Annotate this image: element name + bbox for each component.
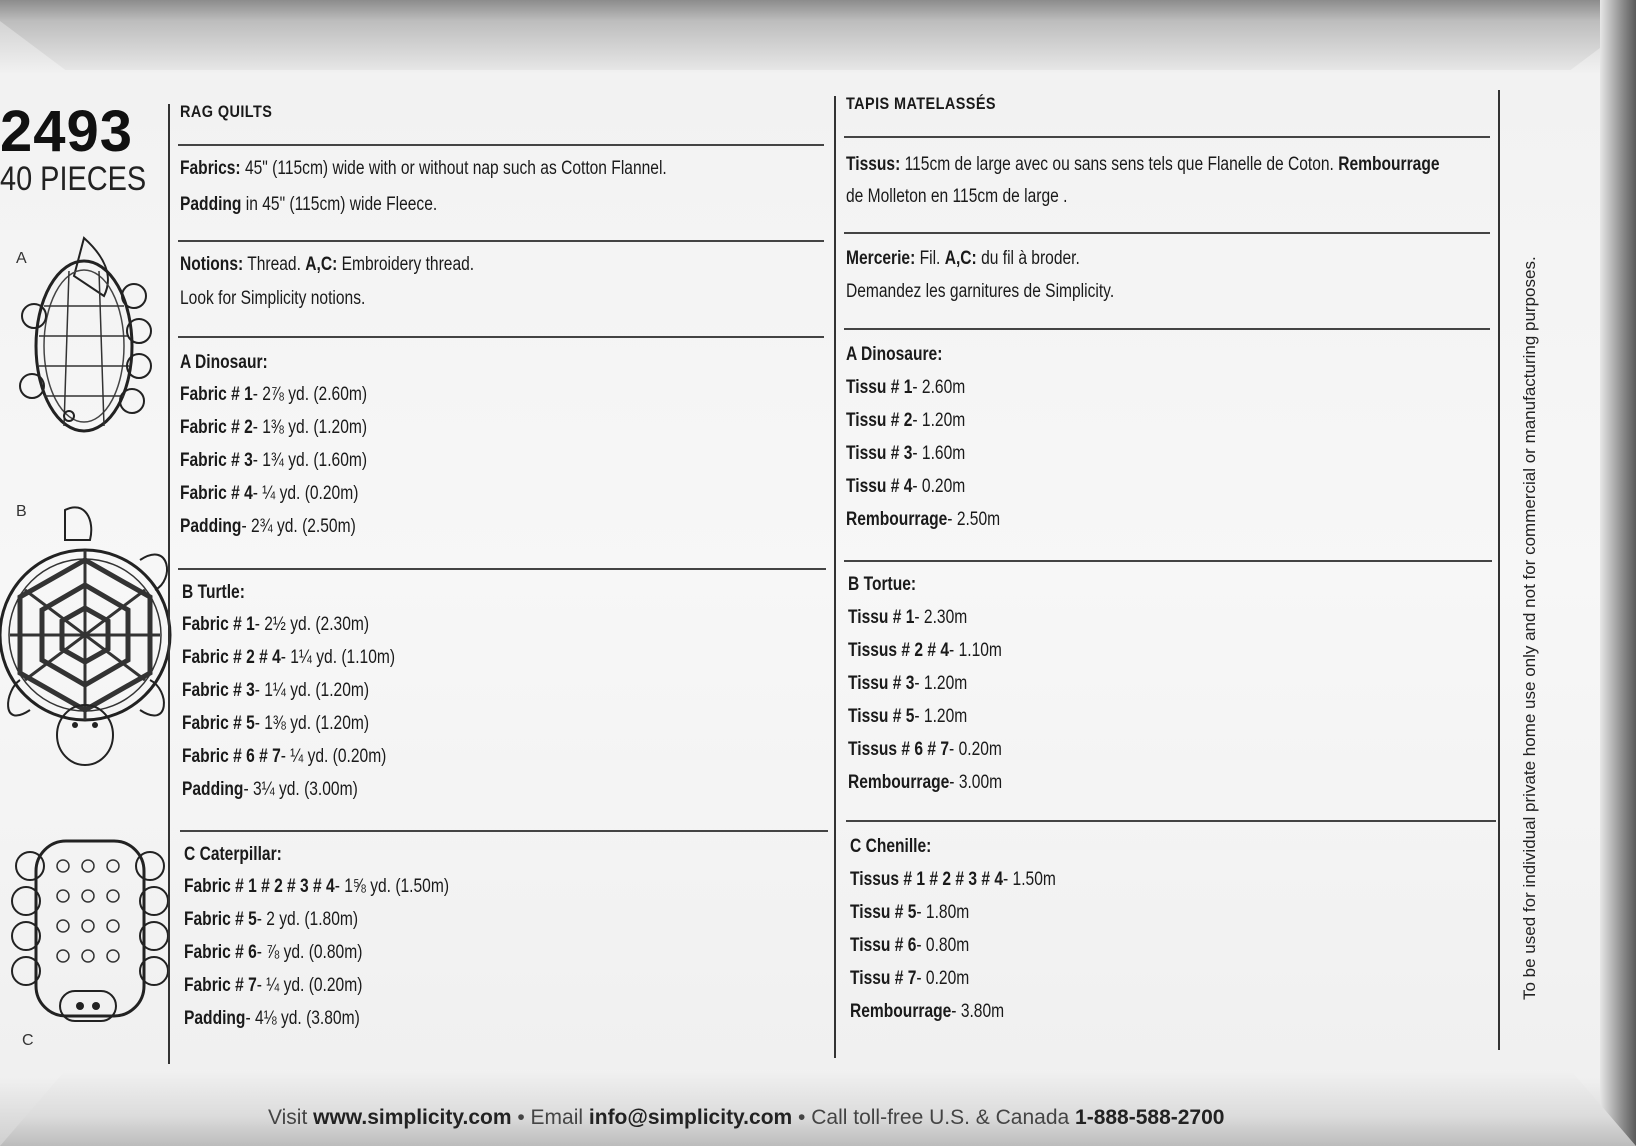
- item-label: Fabric # 6: [184, 942, 257, 963]
- item-value: - 1.60m: [912, 443, 966, 464]
- caterpillar-illustration: [8, 836, 168, 1036]
- caterpillar-title: [184, 844, 282, 866]
- french-title: TAPIS MATELASSÉS: [846, 94, 996, 113]
- list-item: [180, 384, 367, 406]
- rule: [844, 232, 1490, 234]
- notions-text: Thread.: [243, 254, 306, 275]
- item-label: Tissu # 4: [846, 476, 913, 497]
- item-value: - 1⅜ yd. (1.20m): [252, 417, 368, 438]
- list-item: [180, 483, 358, 505]
- turtle-title-text: B Turtle:: [182, 582, 245, 603]
- notions-views: A,C:: [305, 254, 338, 275]
- item-value: - 2⅞ yd. (2.60m): [252, 384, 368, 405]
- item-label: Tissus # 6 # 7: [848, 739, 950, 760]
- website-link[interactable]: www.simplicity.com: [313, 1106, 512, 1129]
- item-label: Rembourrage: [846, 509, 948, 530]
- notions-label: Notions:: [180, 254, 244, 275]
- item-label: Fabric # 3: [180, 450, 253, 471]
- item-label: Tissus # 1 # 2 # 3 # 4: [850, 869, 1004, 890]
- list-item: [180, 516, 356, 538]
- list-item: [848, 640, 1002, 662]
- turtle-title: [182, 582, 245, 604]
- item-label: Fabric # 5: [182, 713, 255, 734]
- item-value: - 2¾ yd. (2.50m): [241, 516, 356, 537]
- envelope-right-edge: [1600, 0, 1636, 1146]
- item-label: Tissu # 3: [848, 673, 915, 694]
- list-item: [184, 909, 358, 931]
- list-item: [848, 706, 967, 728]
- chenille-title: [850, 836, 931, 858]
- right-divider: [1498, 90, 1500, 1050]
- mercerie-line: [846, 248, 1080, 270]
- item-value: - 2.30m: [914, 607, 968, 628]
- item-value: - 1.20m: [914, 706, 968, 727]
- list-item: [848, 739, 1002, 761]
- list-item: [850, 869, 1056, 891]
- envelope-top-flap: [0, 0, 1636, 70]
- item-value: - 0.80m: [916, 935, 970, 956]
- item-value: - 2.50m: [947, 509, 1001, 530]
- rule: [844, 560, 1492, 562]
- usage-disclaimer: To be used for individual private home use only and not for commercial or manufacturing purposes.: [1520, 256, 1539, 1000]
- item-value: - 1¾ yd. (1.60m): [252, 450, 368, 471]
- list-item: [182, 614, 369, 636]
- list-item: [850, 968, 969, 990]
- notions-text2: Embroidery thread.: [337, 254, 475, 275]
- list-item: [846, 443, 965, 465]
- list-item: [846, 410, 965, 432]
- item-label: Tissus # 2 # 4: [848, 640, 950, 661]
- padding-label: Padding: [180, 194, 242, 215]
- item-value: - 1¼ yd. (1.10m): [280, 647, 396, 668]
- item-label: Fabric # 6 # 7: [182, 746, 281, 767]
- list-item: [182, 713, 369, 735]
- rule: [178, 568, 826, 570]
- phone-number: 1-888-588-2700: [1075, 1106, 1225, 1129]
- rule: [844, 328, 1490, 330]
- item-label: Rembourrage: [850, 1001, 952, 1022]
- list-item: [182, 680, 369, 702]
- item-value: - ¼ yd. (0.20m): [280, 746, 387, 767]
- dinosaur-illustration: [14, 236, 154, 456]
- item-label: Tissu # 1: [848, 607, 915, 628]
- dinosaure-title: [846, 344, 942, 366]
- item-label: Tissu # 5: [850, 902, 917, 923]
- email-link[interactable]: info@simplicity.com: [588, 1106, 793, 1129]
- item-value: - 2 yd. (1.80m): [256, 909, 359, 930]
- view-letter-b: B: [16, 503, 27, 520]
- list-item: [182, 647, 395, 669]
- item-label: Padding: [182, 779, 244, 800]
- tissus-line: [846, 154, 1440, 176]
- item-value: - ¼ yd. (0.20m): [252, 483, 359, 504]
- rule: [178, 336, 824, 338]
- item-label: Tissu # 1: [846, 377, 913, 398]
- list-item: [848, 673, 967, 695]
- item-value: - 3.00m: [949, 772, 1003, 793]
- tissus-label: Tissus:: [846, 154, 901, 175]
- item-value: - 0.20m: [912, 476, 966, 497]
- view-letter-c: C: [22, 1032, 34, 1049]
- item-value: - 1.80m: [916, 902, 970, 923]
- list-item: [180, 450, 367, 472]
- item-label: Fabric # 1: [180, 384, 253, 405]
- item-value: - 3.80m: [951, 1001, 1005, 1022]
- item-label: Tissu # 5: [848, 706, 915, 727]
- dinosaur-title-text: A Dinosaur:: [180, 352, 268, 373]
- list-item: [846, 377, 965, 399]
- item-label: Fabric # 3: [182, 680, 255, 701]
- item-label: Fabric # 1: [182, 614, 255, 635]
- list-item: [846, 476, 965, 498]
- item-label: Fabric # 4: [180, 483, 253, 504]
- list-item: [184, 876, 449, 898]
- item-value: - 2.60m: [912, 377, 966, 398]
- item-label: Fabric # 1 # 2 # 3 # 4: [184, 876, 335, 897]
- item-label: Tissu # 6: [850, 935, 917, 956]
- left-divider: [168, 104, 170, 1064]
- list-item: [848, 607, 967, 629]
- pattern-number: 2493: [0, 99, 134, 164]
- item-value: - 1⅝ yd. (1.50m): [334, 876, 450, 897]
- item-value: - 1⅜ yd. (1.20m): [254, 713, 370, 734]
- footer-contact: [268, 1106, 1224, 1130]
- item-label: Padding: [184, 1008, 246, 1029]
- item-label: Fabric # 7: [184, 975, 257, 996]
- english-title: RAG QUILTS: [180, 102, 273, 121]
- dinosaur-title: [180, 352, 268, 374]
- turtle-illustration: [0, 500, 175, 780]
- caterpillar-title-text: C Caterpillar:: [184, 844, 282, 865]
- item-value: - 3¼ yd. (3.00m): [243, 779, 358, 800]
- tortue-title-text: B Tortue:: [848, 574, 917, 595]
- fabrics-line: [180, 158, 667, 180]
- mercerie-text: Fil.: [915, 248, 945, 269]
- rule: [178, 144, 824, 146]
- item-value: - 1.20m: [914, 673, 968, 694]
- chenille-title-text: C Chenille:: [850, 836, 932, 857]
- footer-call-label: • Call toll-free U.S. & Canada: [792, 1106, 1076, 1129]
- mercerie-label: Mercerie:: [846, 248, 916, 269]
- item-label: Rembourrage: [848, 772, 950, 793]
- list-item: [850, 902, 969, 924]
- rembourrage-label: Rembourrage: [1338, 154, 1440, 175]
- fabrics-text: 45" (115cm) wide with or without nap such as Cotton Flannel.: [240, 158, 667, 179]
- item-label: Tissu # 3: [846, 443, 913, 464]
- rule: [846, 820, 1496, 822]
- rule: [844, 136, 1490, 138]
- item-value: - 0.20m: [916, 968, 970, 989]
- list-item: [848, 772, 1002, 794]
- rule: [180, 830, 828, 832]
- mercerie-views: A,C:: [944, 248, 977, 269]
- item-label: Padding: [180, 516, 242, 537]
- fabrics-label: Fabrics:: [180, 158, 241, 179]
- item-label: Fabric # 2: [180, 417, 253, 438]
- list-item: [182, 746, 386, 768]
- notions-look: Look for Simplicity notions.: [180, 288, 366, 309]
- padding-text: in 45" (115cm) wide Fleece.: [241, 194, 438, 215]
- item-label: Fabric # 2 # 4: [182, 647, 281, 668]
- item-value: - 1¼ yd. (1.20m): [254, 680, 370, 701]
- pattern-pieces: 40 PIECES: [0, 160, 147, 198]
- list-item: [184, 1008, 360, 1030]
- item-value: - 0.20m: [949, 739, 1002, 760]
- item-value: - ¼ yd. (0.20m): [256, 975, 363, 996]
- item-value: - 1.20m: [912, 410, 966, 431]
- footer-email-label: • Email: [511, 1106, 589, 1129]
- item-value: - 4⅛ yd. (3.80m): [245, 1008, 360, 1029]
- list-item: [850, 935, 969, 957]
- tissus-line2: de Molleton en 115cm de large .: [846, 186, 1068, 207]
- notions-line: [180, 254, 474, 276]
- list-item: [180, 417, 367, 439]
- item-label: Fabric # 5: [184, 909, 257, 930]
- item-value: - ⅞ yd. (0.80m): [256, 942, 363, 963]
- item-value: - 1.10m: [949, 640, 1002, 661]
- list-item: [850, 1001, 1004, 1023]
- center-divider: [834, 96, 836, 1058]
- item-value: - 2½ yd. (2.30m): [254, 614, 370, 635]
- item-value: - 1.50m: [1003, 869, 1056, 890]
- list-item: [184, 942, 362, 964]
- view-letter-a: A: [16, 250, 27, 267]
- footer-visit: Visit: [268, 1106, 314, 1129]
- item-label: Tissu # 7: [850, 968, 917, 989]
- mercerie-text2: du fil à broder.: [976, 248, 1080, 269]
- list-item: [182, 779, 358, 801]
- item-label: Tissu # 2: [846, 410, 913, 431]
- list-item: [184, 975, 362, 997]
- padding-line: [180, 194, 437, 216]
- tortue-title: [848, 574, 916, 596]
- list-item: [846, 509, 1000, 531]
- rule: [178, 240, 824, 242]
- mercerie-line2: Demandez les garnitures de Simplicity.: [846, 281, 1115, 302]
- dinosaure-title-text: A Dinosaure:: [846, 344, 943, 365]
- tissus-text: 115cm de large avec ou sans sens tels que Flanelle de Coton.: [900, 154, 1339, 175]
